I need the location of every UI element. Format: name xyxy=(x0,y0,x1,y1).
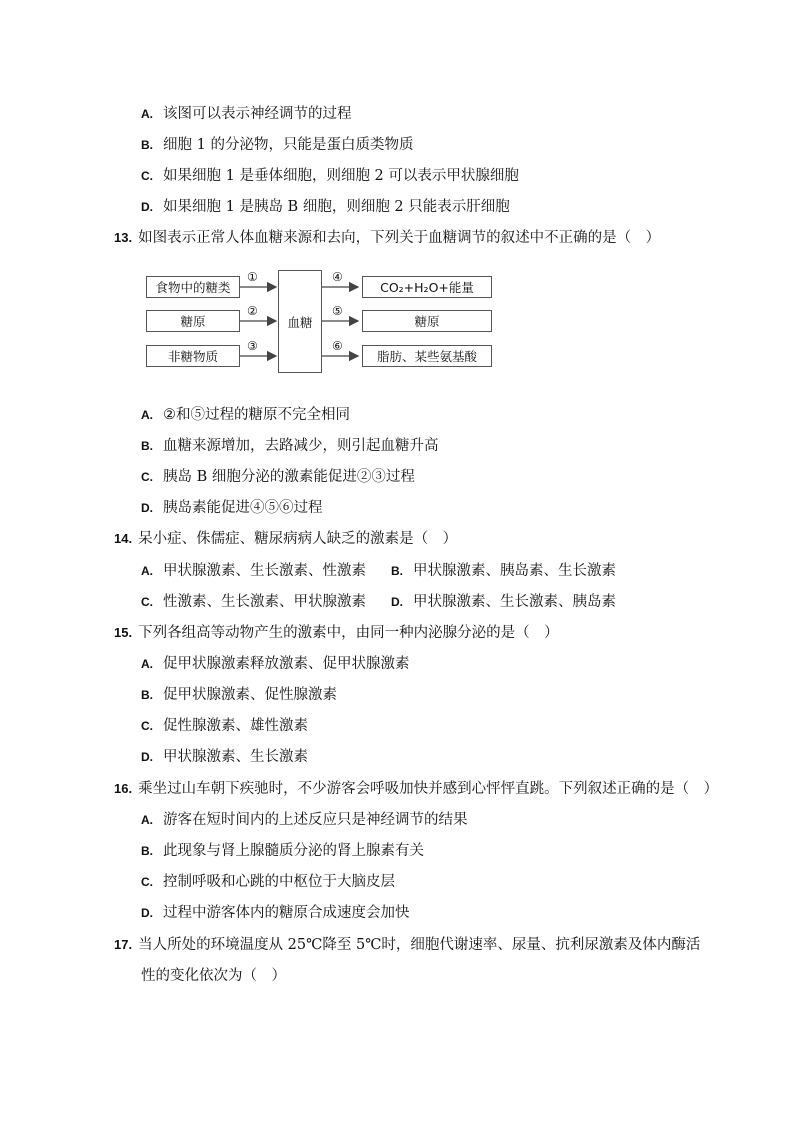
center-blood-sugar: 血糖 xyxy=(278,270,322,373)
q16-stem: 16. 乘坐过山车朝下疾驰时，不少游客会呼吸加快并感到心怦怦直跳。下列叙述正确的是（ ） xyxy=(114,781,719,797)
q14-option-d: D. 甲状腺激素、生长激素、胰岛素 xyxy=(391,594,616,610)
q16-option-b: B. 此现象与肾上腺髓质分泌的肾上腺素有关 xyxy=(141,843,424,859)
q14-option-b: B. 甲状腺激素、胰岛素、生长激素 xyxy=(391,563,616,579)
q15-stem: 15. 下列各组高等动物产生的激素中，由同一种内泌腺分泌的是（ ） xyxy=(114,625,559,641)
q16-option-c: C. 控制呼吸和心跳的中枢位于大脑皮层 xyxy=(141,874,395,890)
q14-stem: 14. 呆小症、侏儒症、糖尿病病人缺乏的激素是（ ） xyxy=(114,531,458,547)
q13-option-a: A. ②和⑤过程的糖原不完全相同 xyxy=(141,407,350,423)
step-1: ① xyxy=(247,270,258,284)
q16-option-d: D. 过程中游客体内的糖原合成速度会加快 xyxy=(141,905,410,921)
q15-option-c: C. 促性腺激素、雄性激素 xyxy=(141,718,308,734)
step-5: ⑤ xyxy=(332,304,343,318)
step-2: ② xyxy=(247,304,258,318)
q17-stem-cont: 性的变化依次为（ ） xyxy=(141,968,286,984)
q12-option-c: C. 如果细胞 1 是垂体细胞，则细胞 2 可以表示甲状腺细胞 xyxy=(141,168,519,184)
q13-option-b: B. 血糖来源增加，去路减少，则引起血糖升高 xyxy=(141,438,439,454)
step-4: ④ xyxy=(332,270,343,284)
q14-option-a: A. 甲状腺激素、生长激素、性激素 xyxy=(141,563,366,579)
q14-option-c: C. 性激素、生长激素、甲状腺激素 xyxy=(141,594,366,610)
sink-fat-aminoacids: 脂肪、某些氨基酸 xyxy=(362,345,492,367)
q16-option-a: A. 游客在短时间内的上述反应只是神经调节的结果 xyxy=(141,812,468,828)
q12-option-d: D. 如果细胞 1 是胰岛 B 细胞，则细胞 2 只能表示肝细胞 xyxy=(141,199,510,215)
q15-option-d: D. 甲状腺激素、生长激素 xyxy=(141,749,308,765)
q13-option-d: D. 胰岛素能促进④⑤⑥过程 xyxy=(141,500,323,516)
q15-option-b: B. 促甲状腺激素、促性腺激素 xyxy=(141,687,337,703)
q12-option-b: B. 细胞 1 的分泌物，只能是蛋白质类物质 xyxy=(141,137,414,153)
source-glycogen: 糖原 xyxy=(146,310,240,332)
q13-stem: 13. 如图表示正常人体血糖来源和去向，下列关于血糖调节的叙述中不正确的是（ ） xyxy=(114,230,661,246)
q17-stem: 17. 当人所处的环境温度从 25℃降至 5℃时，细胞代谢速率、尿量、抗利尿激素及体内酶活 xyxy=(114,937,701,953)
sink-respiration: CO₂+H₂O+能量 xyxy=(362,276,492,298)
blood-sugar-diagram xyxy=(146,270,496,375)
q15-option-a: A. 促甲状腺激素释放激素、促甲状腺激素 xyxy=(141,656,410,672)
q12-option-a: A. 该图可以表示神经调节的过程 xyxy=(141,106,352,122)
q13-option-c: C. 胰岛 B 细胞分泌的激素能促进②③过程 xyxy=(141,469,415,485)
step-3: ③ xyxy=(247,339,258,353)
step-6: ⑥ xyxy=(332,339,343,353)
sink-glycogen: 糖原 xyxy=(362,310,492,332)
source-food-carbs: 食物中的糖类 xyxy=(146,276,240,298)
source-non-sugar: 非糖物质 xyxy=(146,345,240,367)
